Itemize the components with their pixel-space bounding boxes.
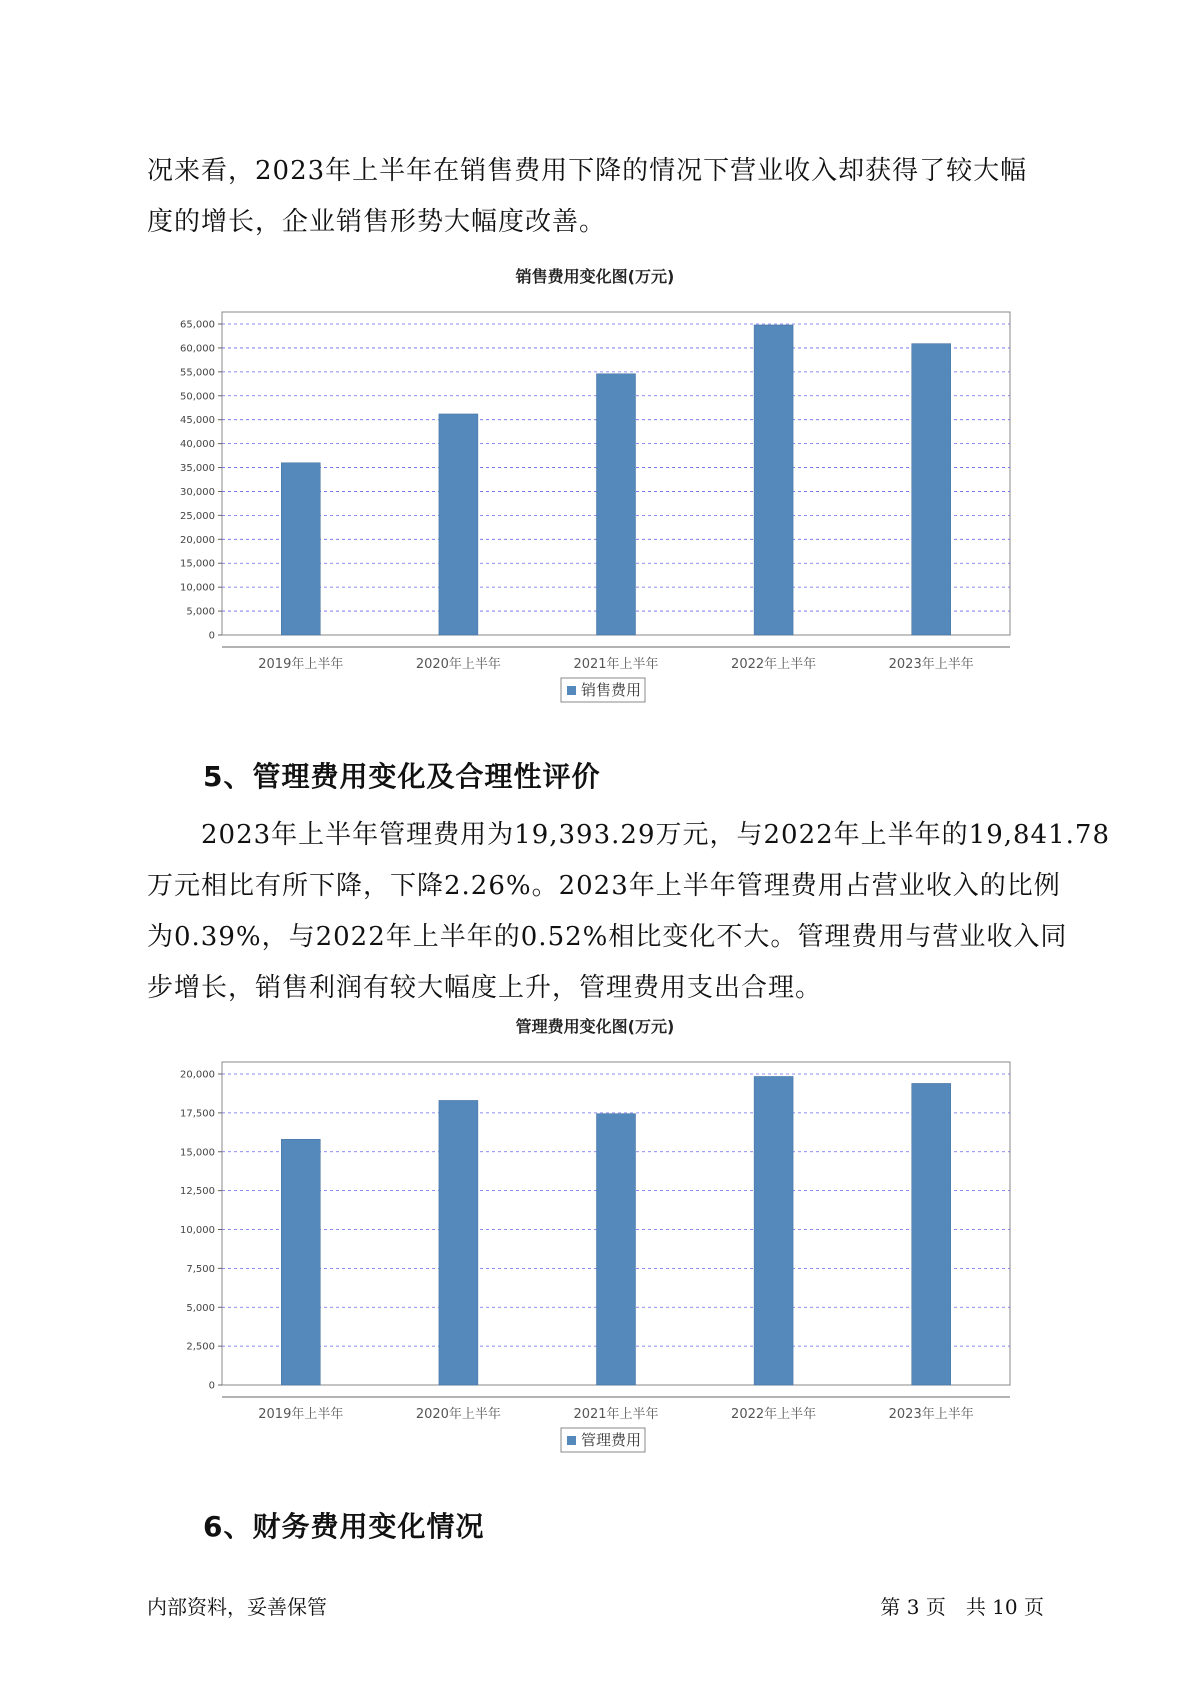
legend <box>561 678 645 702</box>
y-tick-label: 40,000 <box>180 439 215 451</box>
section-5-heading: 5、管理费用变化及合理性评价 <box>203 760 601 793</box>
y-tick-label: 15,000 <box>180 1147 215 1159</box>
x-tick-label: 2020年上半年 <box>415 657 501 672</box>
legend-label: 销售费用 <box>581 681 642 699</box>
text-line: 2023年上半年管理费用为19,393.29万元，与2022年上半年的19,841.78 <box>147 820 1110 850</box>
y-tick-label: 2,500 <box>186 1341 215 1353</box>
y-tick-label: 17,500 <box>180 1108 215 1120</box>
bar <box>754 325 793 635</box>
legend-label: 管理费用 <box>581 1431 642 1449</box>
footer-right: 第 3 页 共 10 页 <box>880 1595 1044 1619</box>
x-tick-label: 2022年上半年 <box>731 1407 817 1422</box>
y-tick-label: 15,000 <box>180 558 215 570</box>
chart-title: 销售费用变化图(万元) <box>515 267 675 286</box>
footer-left: 内部资料，妥善保管 <box>147 1595 327 1619</box>
legend-swatch <box>567 686 576 695</box>
x-tick-label: 2023年上半年 <box>888 657 974 672</box>
y-tick-label: 0 <box>208 1380 215 1392</box>
x-tick-label: 2019年上半年 <box>258 657 344 672</box>
y-tick-label: 5,000 <box>186 1302 215 1314</box>
y-tick-label: 55,000 <box>180 367 215 379</box>
bar <box>912 1083 951 1385</box>
y-tick-label: 20,000 <box>180 534 215 546</box>
x-tick-label: 2020年上半年 <box>415 1407 501 1422</box>
section-6-heading: 6、财务费用变化情况 <box>203 1510 485 1543</box>
bar <box>281 1139 320 1385</box>
x-tick-label: 2021年上半年 <box>573 1407 659 1422</box>
y-tick-label: 30,000 <box>180 486 215 498</box>
y-tick-label: 25,000 <box>180 510 215 522</box>
y-tick-label: 45,000 <box>180 415 215 427</box>
text-line: 度的增长，企业销售形势大幅度改善。 <box>147 207 607 237</box>
chart-title: 管理费用变化图(万元) <box>515 1017 675 1036</box>
intro-paragraph <box>147 146 1047 248</box>
bar <box>597 374 636 635</box>
bar <box>281 463 320 635</box>
admin-expense-chart <box>130 1012 1060 1472</box>
y-tick-label: 10,000 <box>180 582 215 594</box>
section-5-paragraph <box>147 810 1110 1014</box>
x-tick-label: 2023年上半年 <box>888 1407 974 1422</box>
bar <box>597 1114 636 1385</box>
admin-expense-chart-svg <box>130 1012 1060 1472</box>
bar <box>754 1076 793 1385</box>
text-line: 为0.39%，与2022年上半年的0.52%相比变化不大。管理费用与营业收入同 <box>147 922 1068 952</box>
x-tick-label: 2019年上半年 <box>258 1407 344 1422</box>
sales-expense-chart-svg <box>130 262 1060 722</box>
text-line: 步增长，销售利润有较大幅度上升，管理费用支出合理。 <box>147 973 823 1003</box>
y-tick-label: 12,500 <box>180 1186 215 1198</box>
y-tick-label: 20,000 <box>180 1069 215 1081</box>
bar <box>439 1100 478 1385</box>
y-tick-label: 50,000 <box>180 391 215 403</box>
legend <box>561 1428 645 1452</box>
sales-expense-chart <box>130 262 1060 722</box>
y-tick-label: 7,500 <box>186 1263 215 1275</box>
y-tick-label: 35,000 <box>180 463 215 475</box>
y-tick-label: 10,000 <box>180 1225 215 1236</box>
y-tick-label: 65,000 <box>180 319 215 331</box>
y-tick-label: 60,000 <box>180 343 215 355</box>
legend-swatch <box>567 1436 576 1445</box>
y-tick-label: 0 <box>208 630 215 642</box>
bar <box>439 414 478 635</box>
text-line: 万元相比有所下降，下降2.26%。2023年上半年管理费用占营业收入的比例 <box>147 871 1061 901</box>
text-line: 况来看，2023年上半年在销售费用下降的情况下营业收入却获得了较大幅 <box>147 156 1028 186</box>
bar <box>912 344 951 635</box>
x-tick-label: 2021年上半年 <box>573 657 659 672</box>
x-tick-label: 2022年上半年 <box>731 657 817 672</box>
y-tick-label: 5,000 <box>186 606 215 618</box>
